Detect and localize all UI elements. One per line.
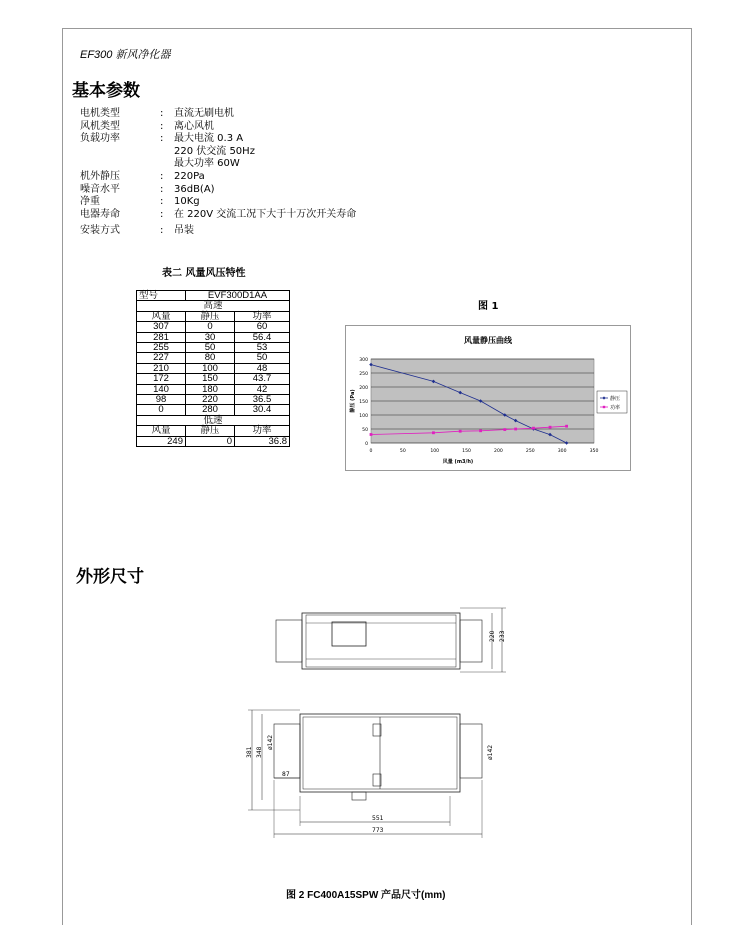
table-cell: 210 [137,363,186,373]
column-header: 风量 [137,426,186,436]
table-cell: 48 [235,363,290,373]
param-row [80,121,356,134]
x-tick-label: 100 [430,449,440,454]
speed-label-cell: 低速 [137,415,290,425]
param-row [80,146,356,159]
param-value: 离心风机 [174,120,214,132]
params-list [80,108,356,238]
param-value: 最大电流 0.3 A [174,133,244,145]
static-pressure-chart [346,326,630,470]
column-header: 功率 [235,311,290,321]
chart-title: 风量静压曲线 [464,336,512,345]
figure1-caption: 图 1 [478,301,499,312]
table-row [137,332,290,342]
param-colon: : [160,183,164,195]
column-header: 风量 [137,311,186,321]
param-colon: : [160,196,164,208]
table-row [137,395,290,405]
table-cell: 227 [137,353,186,363]
y-tick-label: 150 [359,400,368,405]
speed-label-cell: 高速 [137,301,290,311]
table-cell: 0 [186,436,235,446]
front-left-duct [274,724,300,778]
y-axis-label: 静压 (Pa) [350,389,356,413]
table-cell: 281 [137,332,186,342]
param-row [80,196,356,209]
param-row [80,108,356,121]
table-cell: 172 [137,374,186,384]
table-row [137,374,290,384]
table-cell: 180 [186,384,235,394]
param-row [80,209,356,222]
x-tick-label: 350 [589,449,599,454]
table-cell: 36.8 [235,436,290,446]
param-value: 36dB(A) [174,183,215,195]
table-cell: 150 [186,374,235,384]
table-cell: 98 [137,395,186,405]
y-tick-label: 100 [359,414,368,419]
param-value: 10Kg [174,196,200,208]
param-value: 最大功率 60W [174,158,240,170]
param-colon: : [160,108,164,119]
param-label: 净重 [80,196,100,208]
data-point [459,430,462,433]
document-header: EF300 新风净化器 [80,49,171,61]
data-point [565,425,568,428]
data-point [503,428,506,431]
table-cell: 60 [235,322,290,332]
table-row [137,343,290,353]
param-row [80,184,356,197]
front-right-duct [460,724,482,778]
dim-142-right: ø142 [487,744,494,760]
model-label-cell: 型号 [137,291,186,301]
x-axis-label: 风量 (m3/h) [442,459,474,465]
table-caption: 表二 风量风压特性 [162,268,246,279]
param-colon: : [160,133,164,145]
dim-220: 220 [489,630,496,642]
param-label: 安装方式 [80,225,120,237]
param-label: 电器寿命 [80,208,120,220]
legend-marker [603,406,605,408]
table-cell: 255 [137,343,186,353]
param-row [80,225,356,238]
table-row [137,353,290,363]
param-colon [160,158,174,171]
dimension-drawing [240,600,520,850]
x-tick-label: 0 [369,449,373,454]
dim-233: 233 [499,630,506,642]
data-point [432,431,435,434]
x-tick-label: 50 [399,449,406,454]
table-cell: 42 [235,384,290,394]
param-colon: : [160,170,164,182]
y-tick-label: 0 [365,442,368,447]
top-view-body [302,613,460,669]
legend-label: 功率 [610,405,621,411]
section-title-basic-params: 基本参数 [72,81,140,101]
table-cell: 140 [137,384,186,394]
access-panel [332,622,366,646]
param-value: 220 伏交流 50Hz [174,145,255,157]
y-tick-label: 250 [359,372,368,377]
table-cell: 36.5 [235,395,290,405]
dim-773: 773 [372,827,384,834]
table-cell: 0 [186,322,235,332]
table-cell: 220 [186,395,235,405]
data-point [549,426,552,429]
table-cell: 249 [137,436,186,446]
param-label: 风机类型 [80,120,120,132]
dim-87: 87 [282,771,290,778]
param-colon: : [160,120,164,132]
y-tick-label: 200 [359,386,368,391]
x-tick-label: 250 [525,449,535,454]
chart-frame [345,325,631,471]
table-row [137,363,290,373]
table-row [137,405,290,415]
table-cell: 0 [137,405,186,415]
table-row [137,301,290,311]
table-row [137,436,290,446]
column-header: 静压 [186,311,235,321]
x-tick-label: 150 [462,449,471,454]
param-label [80,158,160,171]
param-value: 直流无刷电机 [174,108,234,119]
dim-348: 348 [256,746,263,758]
left-duct [276,620,302,662]
airflow-pressure-table [136,290,290,447]
param-row [80,171,356,184]
data-point [370,433,373,436]
param-colon: : [160,208,164,220]
param-value: 220Pa [174,170,205,182]
param-label: 电机类型 [80,108,120,119]
param-value: 在 220V 交流工况下大于十万次开关寿命 [174,208,357,220]
param-label: 机外静压 [80,170,120,182]
x-tick-label: 200 [494,449,503,454]
table-cell: 307 [137,322,186,332]
section-title-dimensions: 外形尺寸 [76,567,144,587]
table-row [137,384,290,394]
right-duct [460,620,482,662]
dim-381: 381 [246,746,253,758]
legend-label: 静压 [610,396,621,402]
dim-142-left: ø142 [267,734,274,750]
table-cell: 53 [235,343,290,353]
table-row [137,322,290,332]
y-tick-label: 300 [359,358,368,363]
data-point [479,429,482,432]
table-header-row [137,426,290,436]
figure2-caption: 图 2 FC400A15SPW 产品尺寸(mm) [286,890,446,901]
table-cell: 100 [186,363,235,373]
column-header: 功率 [235,426,290,436]
param-row [80,158,356,171]
column-header: 静压 [186,426,235,436]
param-colon: : [160,225,164,237]
dim-551: 551 [372,815,384,822]
param-label: 噪音水平 [80,183,120,195]
table-cell: 56.4 [235,332,290,342]
table-cell: 80 [186,353,235,363]
table-cell: 280 [186,405,235,415]
param-value: 吊装 [174,225,194,237]
table-cell: 50 [186,343,235,353]
x-tick-label: 300 [557,449,567,454]
data-point [514,428,517,431]
table-cell: 30.4 [235,405,290,415]
param-label: 负载功率 [80,133,120,145]
y-tick-label: 50 [362,428,368,433]
table-header-row [137,311,290,321]
drain [352,792,366,800]
model-value-cell: EVF300D1AA [186,291,290,301]
top-view [276,608,506,672]
data-point [532,427,535,430]
param-label [80,146,160,159]
table-cell: 30 [186,332,235,342]
param-colon [160,146,174,159]
table-cell: 43.7 [235,374,290,384]
table-cell: 50 [235,353,290,363]
param-row [80,133,356,146]
